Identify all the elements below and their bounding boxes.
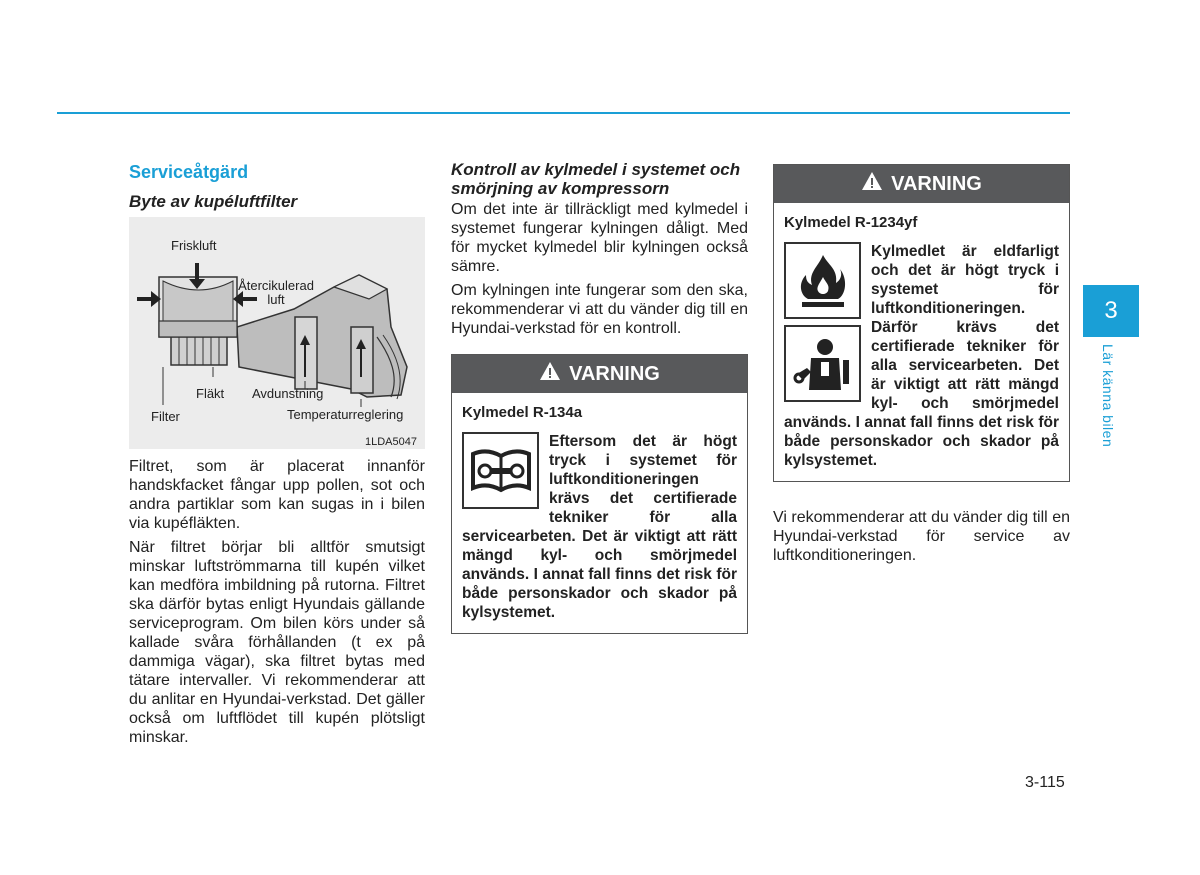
technician-icon [784, 325, 861, 402]
paragraph: När filtret börjar bli alltför smutsigt minskar luftströmmarna till kupén vilket kan medföra imbildning på rutorna. Filtret ska därför bytas enligt Hyundais gällande serviceprogram. Om bilen körs under så kallade svåra förhållanden (t ex på dammiga vägar), ska filtret bytas med tätare intervaller. Vi rekommenderar att du anlitar en Hyundai-verkstad. Det gäller också om luftflödet till kupén plötsligt minskar. [129, 539, 425, 746]
header-rule [57, 112, 1070, 114]
column-3 [773, 164, 1070, 570]
section-title: Serviceåtgärd [129, 162, 249, 182]
page-number: 3-115 [1025, 774, 1065, 791]
figure-code: 1LDA5047 [365, 436, 417, 448]
paragraph: Om det inte är tillräckligt med kylmedel i systemet fungerar kylningen dåligt. Med för mycket kylmedel blir kylningen också sämre. [451, 201, 748, 275]
warning-title: VARNING [569, 362, 660, 385]
warning-header [774, 165, 1069, 203]
label-flakt: Fläkt [196, 386, 225, 401]
warning-box [451, 354, 748, 634]
warning-text: Eftersom det är högt tryck i systemet för luftkonditioneringen krävs det certifierade tekniker för alla servicearbeten. Det är viktigt att rätt mängd kyl- och smörjmedel används. I annat fall finns det risk för både personskador och skador på kylsystemet. [462, 433, 737, 621]
label-friskluft: Friskluft [171, 238, 217, 253]
warning-subtitle: Kylmedel R-134a [462, 404, 583, 421]
column-2 [451, 160, 748, 634]
warning-triangle-icon [539, 361, 561, 387]
section-heading: Kontroll av kylmedel i systemet och smörjning av kompressorn [451, 160, 741, 198]
warning-subtitle: Kylmedel R-1234yf [784, 214, 918, 231]
label-filter: Filter [151, 409, 180, 424]
chapter-title: Lär känna bilen [1100, 344, 1116, 448]
subheading: Byte av kupéluftfilter [129, 192, 298, 211]
warning-triangle-icon [861, 171, 883, 197]
warning-text: Kylmedlet är eldfarligt och det är högt tryck i systemet för luftkonditioneringen. Därför krävs det certifierade tekniker för alla servicearbeten. Det är viktigt att rätt mängd kyl- och smörjmedel används. I annat fall finns det risk för både personskador och skador på kylsystemet. [784, 243, 1059, 469]
paragraph: Vi rekommenderar att du vänder dig till en Hyundai-verkstad för service av luftkonditioneringen. [773, 509, 1070, 564]
label-atercikulerad: Återcikulerad luft [238, 278, 314, 307]
warning-box [773, 164, 1070, 482]
label-temperaturreglering: Temperaturreglering [287, 407, 404, 422]
warning-header [452, 355, 747, 393]
warning-title: VARNING [891, 172, 982, 195]
manual-wrench-icon [462, 432, 539, 509]
flammable-icon [784, 242, 861, 319]
cabin-filter-diagram [129, 217, 425, 449]
paragraph: Om kylningen inte fungerar som den ska, rekommenderar vi att du vänder dig till en Hyundai-verkstad för en kontroll. [451, 282, 748, 337]
paragraph: Filtret, som är placerat innanför handskfacket fångar upp pollen, sot och andra partiklar som kan sugas in i bilen via kupéfläkten. [129, 458, 425, 532]
label-avdunstning: Avdunstning [252, 386, 324, 401]
column-1 [129, 160, 425, 752]
chapter-tab: 3 [1083, 285, 1139, 337]
